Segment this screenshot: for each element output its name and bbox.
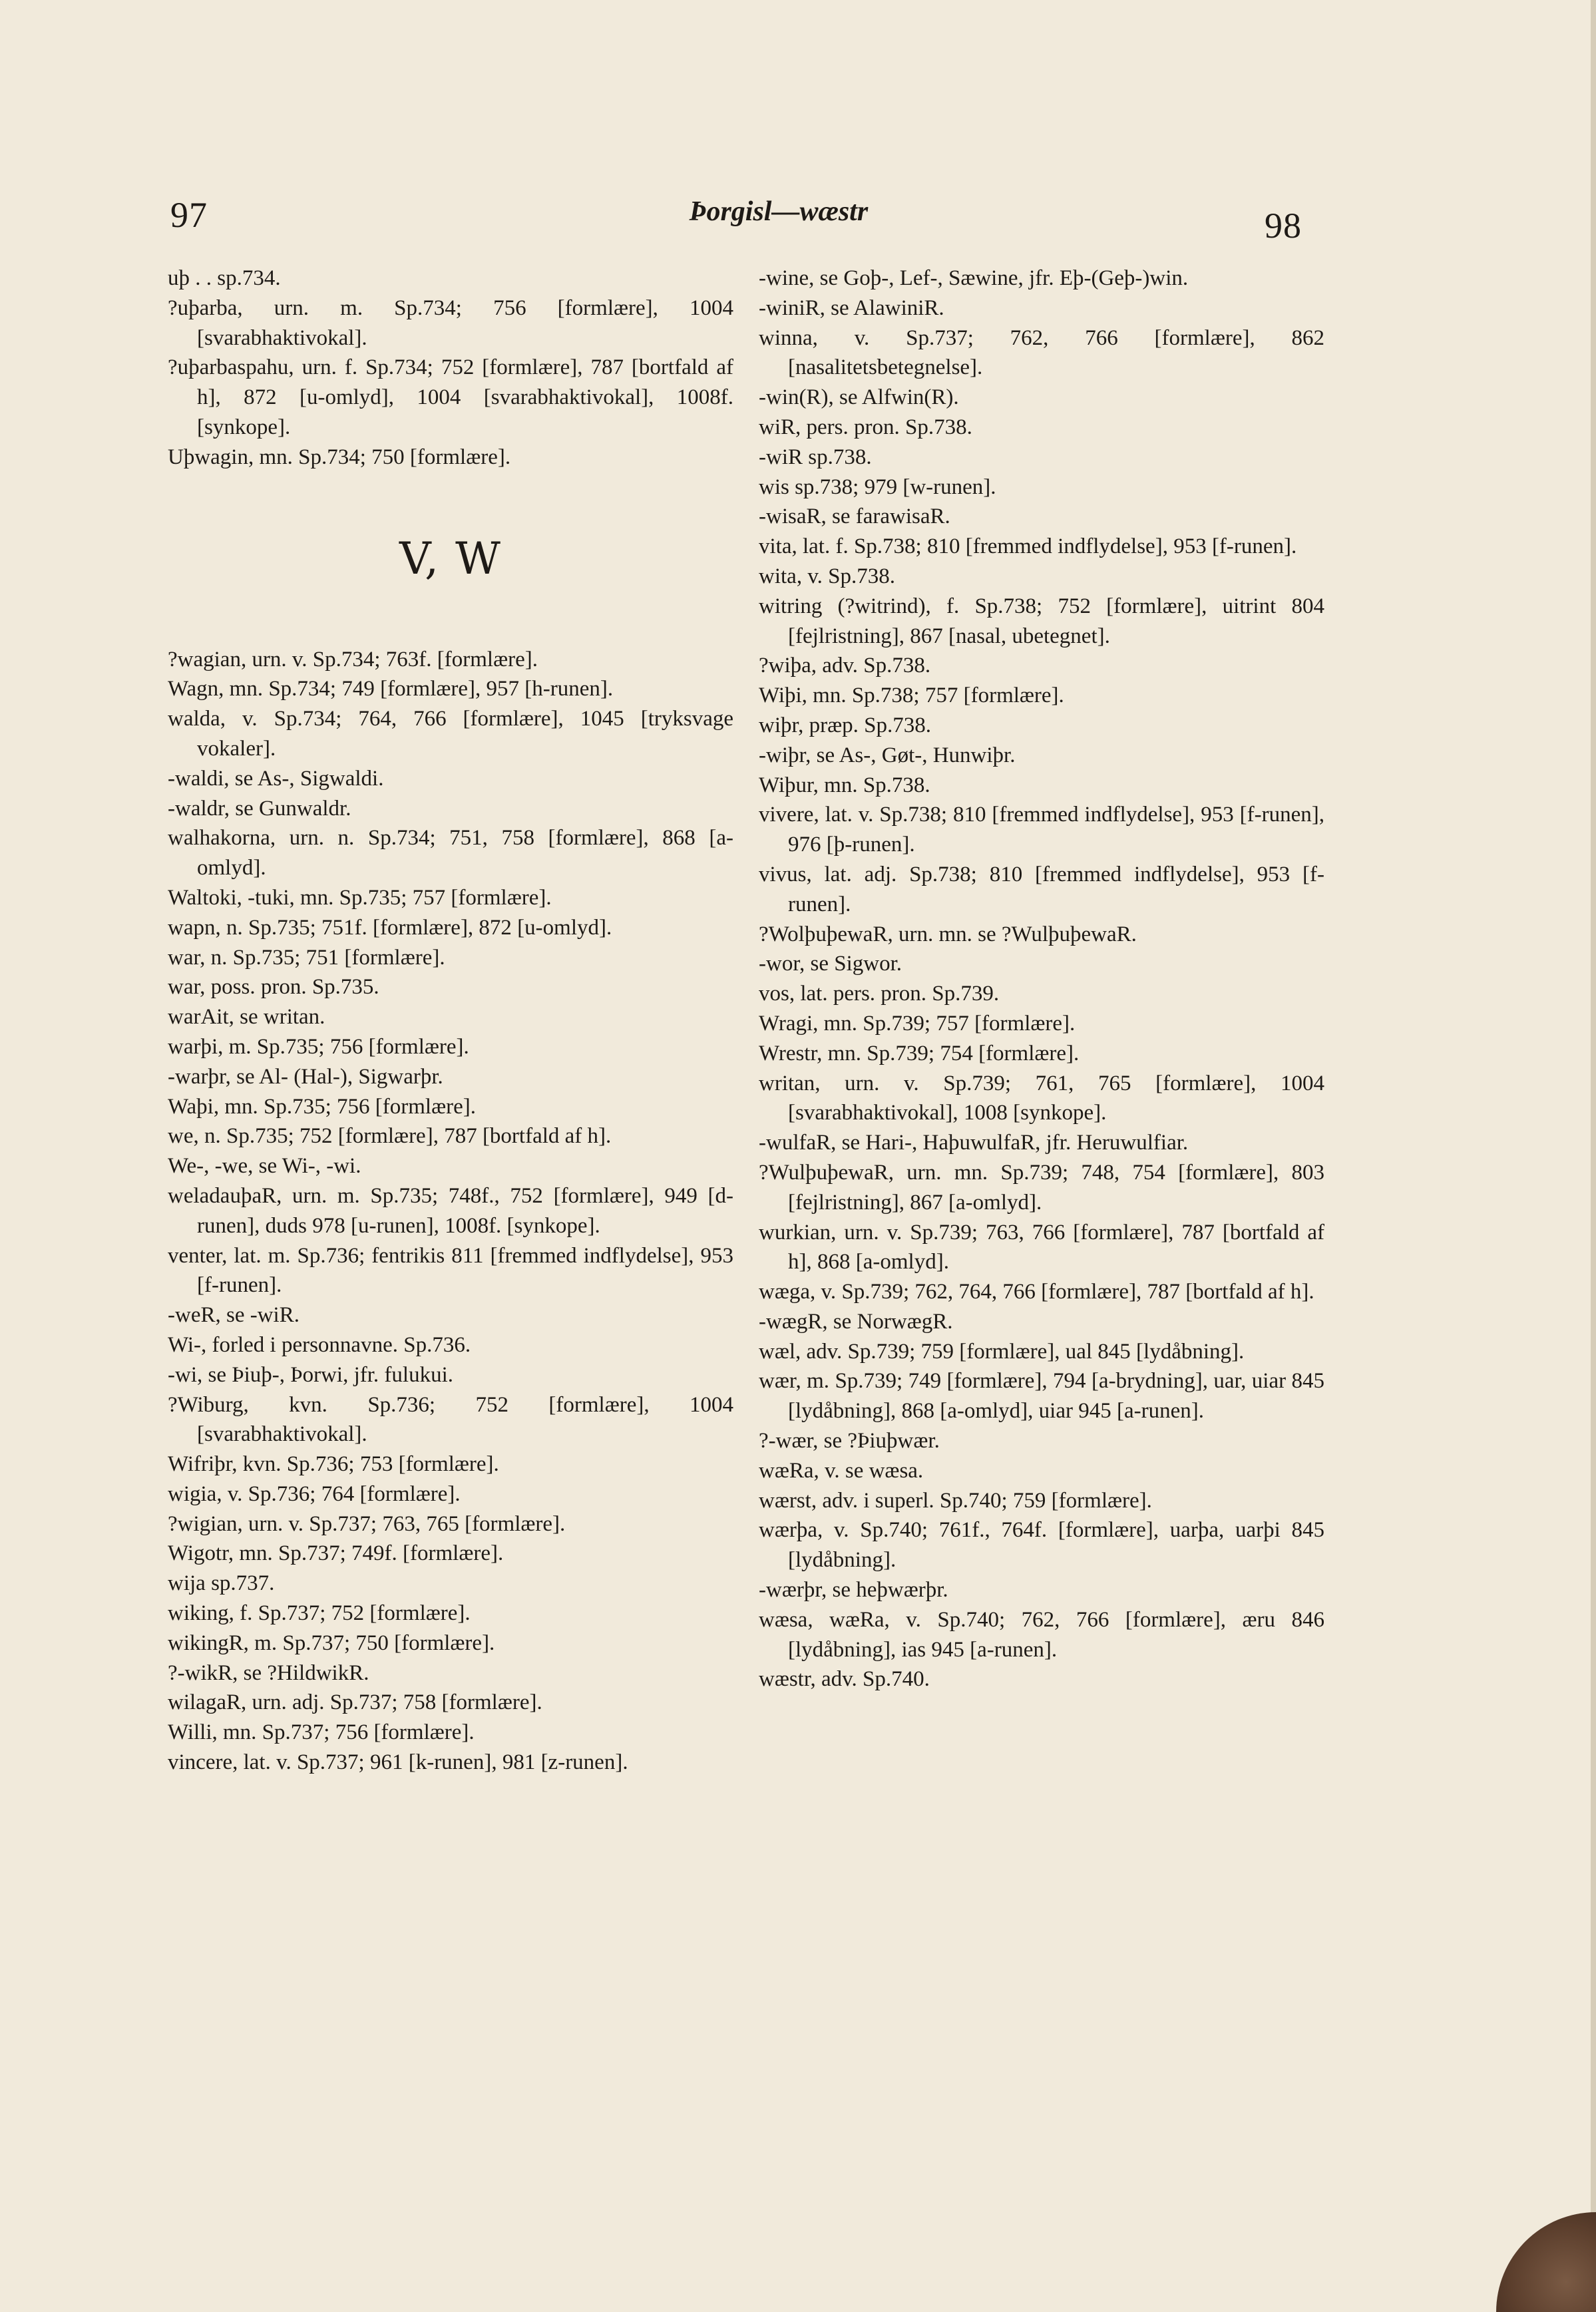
index-entry: wærþa, v. Sp.740; 761f., 764f. [formlære], uarþa, uarþi 845 [lydåbning]. [759, 1518, 1324, 1573]
index-entry: wæga, v. Sp.739; 762, 764, 766 [formlære], 787 [bortfald af h]. [759, 1280, 1314, 1304]
index-entry: wæsa, wæRa, v. Sp.740; 762, 766 [formlære], æru 846 [lydåbning], ias 945 [a-runen]. [759, 1607, 1324, 1662]
index-entry: -wiR sp.738. [759, 445, 872, 469]
index-entry: vivere, lat. v. Sp.738; 810 [fremmed indflydelse], 953 [f-runen], 976 [þ-runen]. [759, 803, 1324, 857]
index-entry: wurkian, urn. v. Sp.739; 763, 766 [formlære], 787 [bortfald af h], 868 [a-omlyd]. [759, 1220, 1324, 1274]
index-entry: -wisaR, se farawisaR. [759, 504, 950, 529]
left-page-number: 97 [170, 195, 208, 235]
index-entry: wæstr, adv. Sp.740. [759, 1667, 930, 1692]
entries-before-heading [168, 264, 733, 473]
index-entry: wiR, pers. pron. Sp.738. [759, 415, 972, 439]
index-entry: wija sp.737. [168, 1571, 275, 1596]
index-entry: walhakorna, urn. n. Sp.734; 751, 758 [formlære], 868 [a-omlyd]. [168, 826, 733, 880]
index-entry: winna, v. Sp.737; 762, 766 [formlære], 862 [nasalitetsbetegnelse]. [759, 325, 1324, 380]
index-entry: wær, m. Sp.739; 749 [formlære], 794 [a-brydning], uar, uiar 845 [lydåbning], 868 [a-omlyd], uiar 945 [a-runen]. [759, 1369, 1324, 1424]
right-page-number: 98 [1265, 206, 1302, 246]
index-entry: -wægR, se NorwægR. [759, 1309, 953, 1334]
index-entry: we, n. Sp.735; 752 [formlære], 787 [bortfald af h]. [168, 1124, 612, 1149]
index-entry: Wrestr, mn. Sp.739; 754 [formlære]. [759, 1041, 1080, 1065]
index-entry: vivus, lat. adj. Sp.738; 810 [fremmed indflydelse], 953 [f-runen]. [759, 862, 1324, 916]
index-entry: wita, v. Sp.738. [759, 564, 896, 588]
index-entry: ?-wikR, se ?HildwikR. [168, 1660, 369, 1685]
index-entry: witring (?witrind), f. Sp.738; 752 [formlære], uitrint 804 [fejlristning], 867 [nasal, ubetegnet]. [759, 594, 1324, 648]
index-entry: wis sp.738; 979 [w-runen]. [759, 475, 996, 499]
index-entry: uþ . . sp.734. [168, 266, 281, 290]
index-entry: ?wagian, urn. v. Sp.734; 763f. [formlære]. [168, 647, 538, 672]
index-entry: -winiR, se AlawiniR. [759, 295, 944, 320]
index-entry: war, n. Sp.735; 751 [formlære]. [168, 945, 445, 970]
index-entry: ?WolþuþewaR, urn. mn. se ?WulþuþewaR. [759, 922, 1137, 946]
index-entry: Wiþi, mn. Sp.738; 757 [formlære]. [759, 683, 1064, 708]
index-entry: wapn, n. Sp.735; 751f. [formlære], 872 [u-omlyd]. [168, 915, 612, 940]
index-entry: ?uþarbaspahu, urn. f. Sp.734; 752 [formlære], 787 [bortfald af h], 872 [u-omlyd], 1004 [svarabhaktivokal], 1008f. [synkope]. [168, 355, 733, 439]
index-entry: weladauþaR, urn. m. Sp.735; 748f., 752 [formlære], 949 [d-runen], duds 978 [u-runen], 1008f. [synkope]. [168, 1183, 733, 1238]
index-entry: vita, lat. f. Sp.738; 810 [fremmed indflydelse], 953 [f-runen]. [759, 534, 1297, 559]
index-entry: -wærþr, se heþwærþr. [759, 1578, 948, 1603]
index-entry: warAit, se writan. [168, 1005, 325, 1030]
index-entry: Uþwagin, mn. Sp.734; 750 [formlære]. [168, 445, 511, 469]
index-entry: ?WulþuþewaR, urn. mn. Sp.739; 748, 754 [formlære], 803 [fejlristning], 867 [a-omlyd]. [759, 1160, 1324, 1215]
index-entry: war, poss. pron. Sp.735. [168, 975, 379, 1000]
index-entry: -wulfaR, se Hari-, HaþuwulfaR, jfr. Heruwulfiar. [759, 1131, 1189, 1155]
index-entry: venter, lat. m. Sp.736; fentrikis 811 [fremmed indflydelse], 953 [f-runen]. [168, 1243, 733, 1298]
index-entry: Waltoki, -tuki, mn. Sp.735; 757 [formlære]. [168, 885, 552, 910]
index-entry: ?-wær, se ?Þiuþwær. [759, 1429, 940, 1453]
index-entry: wæl, adv. Sp.739; 759 [formlære], ual 845 [lydåbning]. [759, 1339, 1245, 1364]
index-entry: -waldi, se As-, Sigwaldi. [168, 766, 384, 791]
running-head: Þorgisl—wæstr [689, 196, 869, 227]
index-entry: ?Wiburg, kvn. Sp.736; 752 [formlære], 1004 [svarabhaktivokal]. [168, 1392, 733, 1447]
right-column [759, 264, 1324, 1694]
index-entry: vos, lat. pers. pron. Sp.739. [759, 982, 1000, 1006]
index-entry: wæRa, v. se wæsa. [759, 1458, 924, 1483]
index-entry: Wragi, mn. Sp.739; 757 [formlære]. [759, 1011, 1076, 1036]
index-entry: walda, v. Sp.734; 764, 766 [formlære], 1045 [tryksvage vokaler]. [168, 707, 733, 761]
index-entry: -wi, se Þiuþ-, Þorwi, jfr. fulukui. [168, 1362, 453, 1387]
thumb-photo [1496, 2212, 1596, 2312]
index-entry: wilagaR, urn. adj. Sp.737; 758 [formlære]. [168, 1690, 542, 1715]
entries-after-heading [168, 645, 733, 1778]
index-entry: -waldr, se Gunwaldr. [168, 796, 351, 821]
index-entry: Wifriþr, kvn. Sp.736; 753 [formlære]. [168, 1452, 499, 1477]
index-entry: writan, urn. v. Sp.739; 761, 765 [formlære], 1004 [svarabhaktivokal], 1008 [synkope]. [759, 1071, 1324, 1125]
index-entry: Wigotr, mn. Sp.737; 749f. [formlære]. [168, 1541, 504, 1566]
right-entries [759, 264, 1324, 1694]
index-entry: Willi, mn. Sp.737; 756 [formlære]. [168, 1720, 475, 1745]
index-entry: Waþi, mn. Sp.735; 756 [formlære]. [168, 1094, 476, 1119]
index-entry: Wi-, forled i personnavne. Sp.736. [168, 1332, 471, 1357]
index-entry: ?uþarba, urn. m. Sp.734; 756 [formlære], 1004 [svarabhaktivokal]. [168, 295, 733, 350]
index-entry: -weR, se -wiR. [168, 1303, 299, 1328]
index-entry: wikingR, m. Sp.737; 750 [formlære]. [168, 1631, 495, 1655]
index-entry: -warþr, se Al- (Hal-), Sigwarþr. [168, 1064, 443, 1089]
index-entry: -win(R), se Alfwin(R). [759, 385, 959, 410]
index-entry: -wiþr, se As-, Gøt-, Hunwiþr. [759, 743, 1016, 767]
page-edge [1591, 0, 1596, 2312]
index-entry: -wine, se Goþ-, Lef-, Sæwine, jfr. Eþ-(Geþ-)win. [759, 266, 1189, 290]
index-entry: vincere, lat. v. Sp.737; 961 [k-runen], 981 [z-runen]. [168, 1750, 628, 1775]
index-entry: wigia, v. Sp.736; 764 [formlære]. [168, 1481, 461, 1506]
index-entry: ?wigian, urn. v. Sp.737; 763, 765 [formlære]. [168, 1511, 566, 1536]
index-entry: Wagn, mn. Sp.734; 749 [formlære], 957 [h-runen]. [168, 677, 614, 701]
index-entry: ?wiþa, adv. Sp.738. [759, 654, 931, 678]
index-entry: Wiþur, mn. Sp.738. [759, 773, 930, 797]
index-entry: warþi, m. Sp.735; 756 [formlære]. [168, 1034, 469, 1059]
section-heading: V, W [399, 532, 502, 584]
left-column [168, 264, 733, 1778]
index-entry: We-, -we, se Wi-, -wi. [168, 1154, 361, 1179]
index-entry: -wor, se Sigwor. [759, 952, 902, 976]
index-entry: wiking, f. Sp.737; 752 [formlære]. [168, 1601, 471, 1626]
index-entry: wiþr, præp. Sp.738. [759, 713, 932, 737]
index-entry: wærst, adv. i superl. Sp.740; 759 [formlære]. [759, 1488, 1152, 1513]
